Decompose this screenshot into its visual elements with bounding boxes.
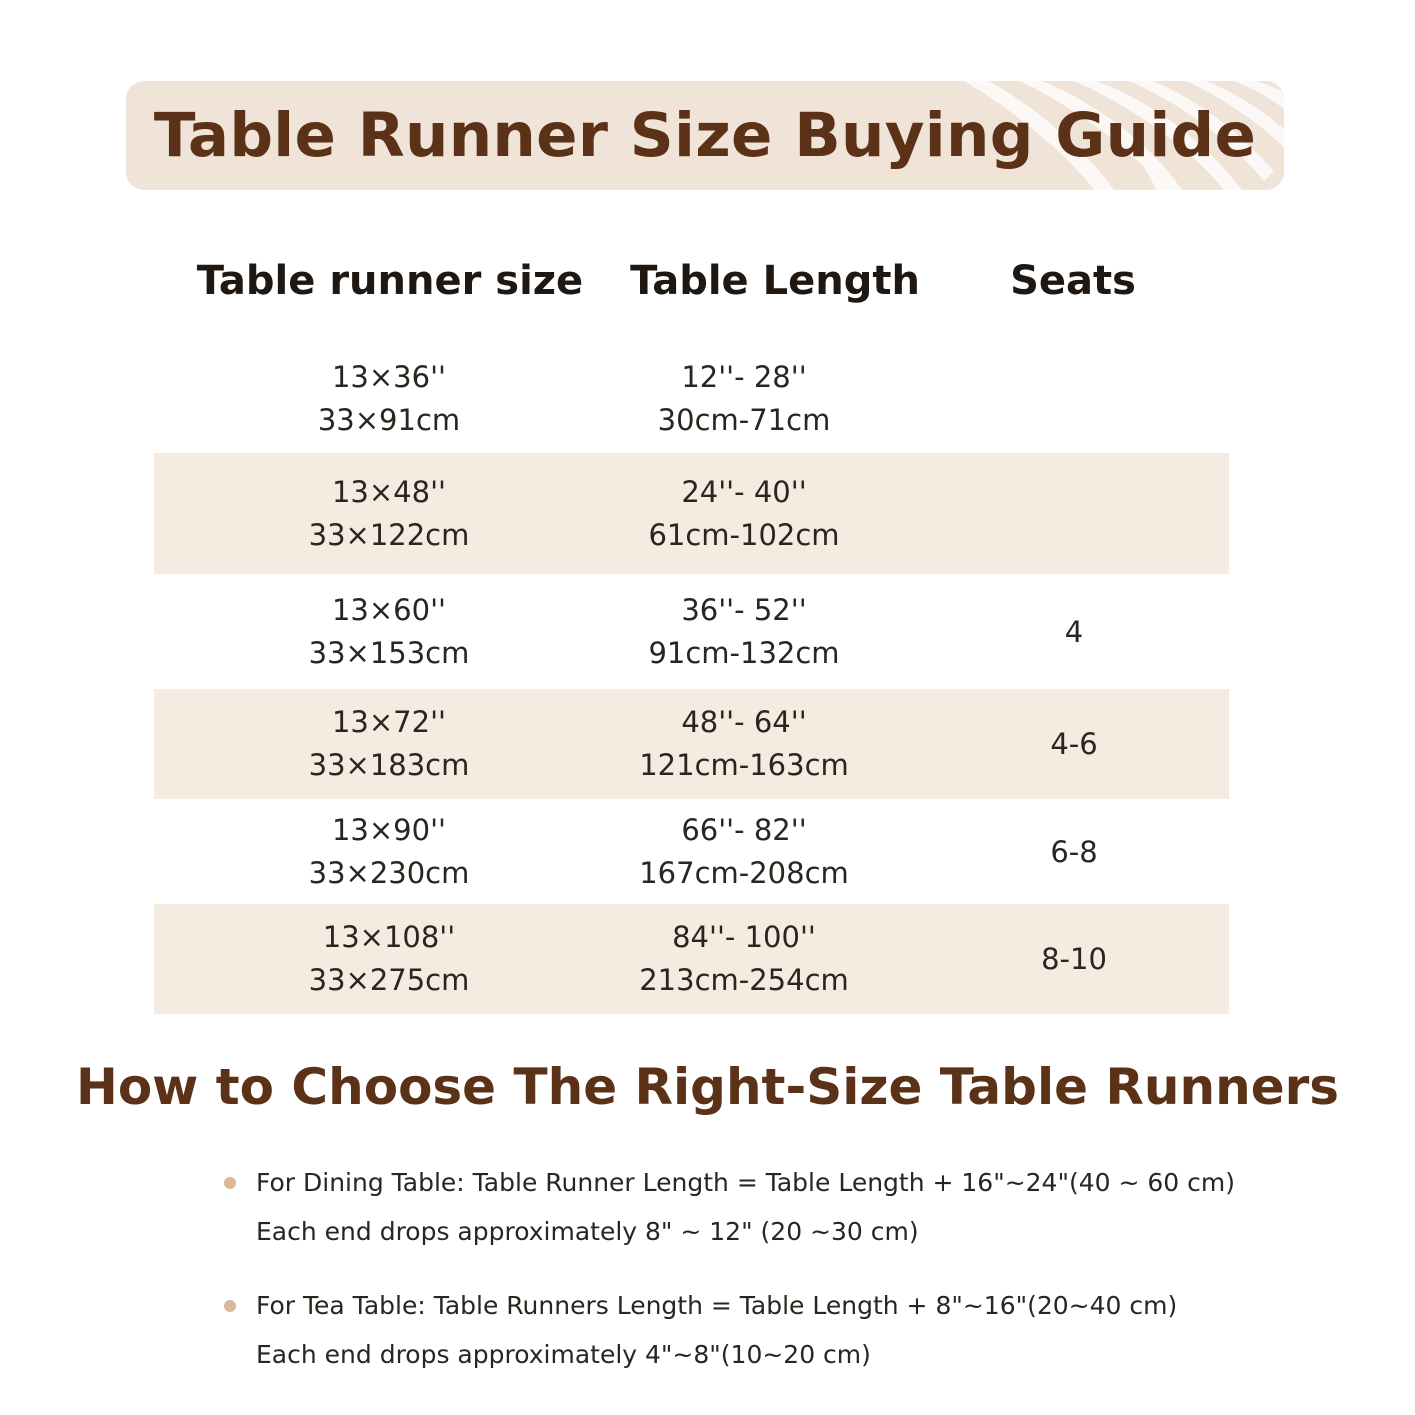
column-header-runner-size: Table runner size xyxy=(196,258,584,304)
runner-size-cell xyxy=(264,689,514,799)
table-length-cm: 213cm-254cm xyxy=(639,963,849,997)
column-header-table-length: Table Length xyxy=(630,258,920,304)
table-row xyxy=(154,801,1229,903)
bullet-icon xyxy=(224,1300,236,1312)
table-length-cm: 30cm-71cm xyxy=(657,402,831,437)
tip-dining-table xyxy=(224,1168,1235,1258)
table-row xyxy=(154,689,1229,799)
runner-size-inches: 13×60'' xyxy=(331,593,447,627)
tip-tea-table xyxy=(224,1291,1224,1381)
table-length-inches: 66''- 82'' xyxy=(681,813,807,847)
seats-cell xyxy=(974,453,1174,574)
table-length-cell xyxy=(624,689,864,799)
howto-title: How to Choose The Right-Size Table Runners xyxy=(75,1058,1340,1116)
table-length-inches: 24''- 40'' xyxy=(681,474,807,509)
runner-size-cell xyxy=(264,904,514,1014)
seats-cell: 8-10 xyxy=(1041,941,1107,976)
runner-size-inches: 13×90'' xyxy=(331,813,447,847)
table-length-cell xyxy=(624,801,864,903)
seats-cell: 6-8 xyxy=(1050,834,1098,869)
table-length-cm: 91cm-132cm xyxy=(648,636,840,670)
table-length-cm: 167cm-208cm xyxy=(639,856,849,890)
table-length-cell xyxy=(624,904,864,1014)
page-title: Table Runner Size Buying Guide xyxy=(153,100,1257,171)
runner-size-cell xyxy=(264,801,514,903)
table-length-cell xyxy=(624,453,864,574)
table-length-inches: 48''- 64'' xyxy=(681,705,807,739)
table-length-cell xyxy=(624,577,864,687)
runner-size-inches: 13×108'' xyxy=(322,920,456,954)
table-row xyxy=(154,577,1229,687)
runner-size-cm: 33×275cm xyxy=(308,963,470,997)
table-length-cell xyxy=(624,345,864,452)
table-row xyxy=(154,453,1229,574)
tip-drop: Each end drops approximately 4"~8"(10~20 cm) xyxy=(256,1340,871,1369)
table-length-inches: 36''- 52'' xyxy=(681,593,807,627)
seats-cell xyxy=(974,345,1174,452)
runner-size-cm: 33×183cm xyxy=(308,748,470,782)
table-row xyxy=(154,345,1229,452)
runner-size-cell xyxy=(264,345,514,452)
tip-formula: For Tea Table: Table Runners Length = Table Length + 8"~16"(20~40 cm) xyxy=(256,1291,1178,1320)
table-length-inches: 84''- 100'' xyxy=(672,920,816,954)
tip-formula: For Dining Table: Table Runner Length = Table Length + 16"~24"(40 ~ 60 cm) xyxy=(256,1168,1235,1197)
seats-cell: 4 xyxy=(1064,614,1084,649)
seats-cell: 4-6 xyxy=(1050,726,1098,761)
runner-size-inches: 13×36'' xyxy=(331,359,447,394)
runner-size-cell xyxy=(264,577,514,687)
table-length-inches: 12''- 28'' xyxy=(681,359,807,394)
table-length-cm: 121cm-163cm xyxy=(639,748,849,782)
runner-size-cm: 33×230cm xyxy=(308,856,470,890)
runner-size-inches: 13×48'' xyxy=(331,474,447,509)
runner-size-inches: 13×72'' xyxy=(331,705,447,739)
bullet-icon xyxy=(224,1177,236,1189)
runner-size-cell xyxy=(264,453,514,574)
column-header-seats: Seats xyxy=(1010,258,1136,304)
runner-size-cm: 33×122cm xyxy=(308,517,470,552)
title-banner xyxy=(126,81,1284,190)
runner-size-cm: 33×91cm xyxy=(317,402,461,437)
table-row xyxy=(154,904,1229,1014)
table-length-cm: 61cm-102cm xyxy=(648,517,840,552)
tip-drop: Each end drops approximately 8" ~ 12" (20 ~30 cm) xyxy=(256,1217,919,1246)
runner-size-cm: 33×153cm xyxy=(308,636,470,670)
